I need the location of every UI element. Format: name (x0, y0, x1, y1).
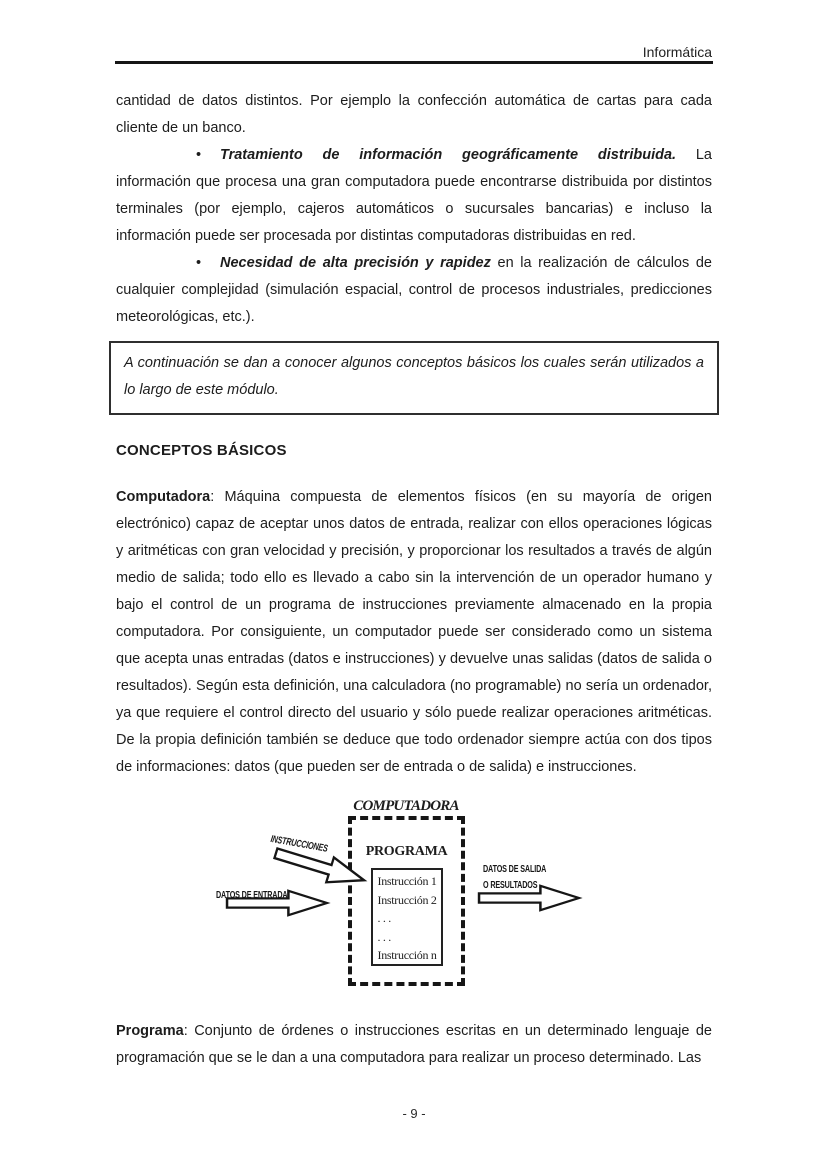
definition-text: : Máquina compuesta de elementos físicos (en su mayoría de origen electrónico) capaz de aceptar unos datos de entrada, realizar con ellos operaciones lógicas y aritméticas con gran velocidad y precisión, y proporcionar los resultados a través de algún medio de salida; todo ello es llevado a cabo sin la intervención de un operador humano y bajo el control de un programa de instrucciones previamente almacenado en la propia computadora. Por consiguiente, un computador puede ser considerado como un sistema que acepta unas entradas (datos e instrucciones) y devuelve unas salidas (datos de salida o resultados). Según esta definición, una calculadora (no programable) no sería un ordenador, ya que requiere el control directo del usuario y sólo puede realizar operaciones aritméticas. De la propia definición también se deduce que todo ordenador siempre actúa con dos tipos de informaciones: datos (que pueden ser de entrada o de salida) e instrucciones. (116, 489, 712, 775)
intro-paragraph: cantidad de datos distintos. Por ejemplo la confección automática de cartas para cada cliente de un banco. (116, 93, 712, 136)
section-heading: CONCEPTOS BÁSICOS (116, 442, 287, 459)
bullet-marker: • (196, 255, 202, 271)
definition-text: : Conjunto de órdenes o instrucciones escritas en un determinado lenguaje de programación que se le dan a una computadora para realizar un proceso determinado. Las (116, 1023, 712, 1066)
bullet-marker: • (196, 147, 202, 163)
data-input-arrow-icon (226, 889, 330, 917)
note-box-text: A continuación se dan a conocer algunos conceptos básicos los cuales serán utilizados a lo largo de este módulo. (124, 355, 704, 398)
definition-term: Programa (116, 1023, 184, 1039)
bullet-item-precision-speed (116, 250, 712, 331)
definition-programa (116, 1018, 712, 1072)
program-box (371, 868, 443, 966)
definition-computadora (116, 484, 712, 781)
note-box (109, 341, 719, 415)
instructions-label: INSTRUCCIONES (269, 833, 329, 855)
data-output-arrow-icon (478, 884, 582, 912)
page-content (116, 88, 712, 1072)
diagram-title: COMPUTADORA (353, 798, 459, 814)
header-title: Informática (642, 44, 712, 60)
bullet-lead: Necesidad de alta precisión y rapidez (220, 255, 491, 271)
program-item: . . . (377, 911, 392, 925)
page-number: - 9 - (402, 1106, 426, 1121)
bullet-lead: Tratamiento de información geográficamente distribuida. (220, 147, 677, 163)
program-item: . . . (377, 929, 392, 944)
bullet-text: en la realización de cálculos de cualquier complejidad (simulación espacial, control de procesos industriales, predicciones meteorológicas, etc.). (116, 255, 712, 325)
bullet-item-distributed-info (116, 142, 712, 250)
bullet-text: La información que procesa una gran computadora puede encontrarse distribuida por distintos terminales (por ejemplo, cajeros automáticos o sucursales bancarias) e incluso la información puede ser procesada por distintas computadoras distribuidas en red. (116, 147, 712, 244)
program-item: Instrucción 2 (377, 892, 437, 907)
program-item: Instrucción n (377, 948, 437, 962)
computer-dashed-box (348, 816, 465, 986)
program-item: Instrucción 1 (377, 874, 437, 888)
program-title: PROGRAMA (365, 844, 448, 859)
header-rule-divider (115, 61, 713, 64)
definition-term: Computadora (116, 489, 211, 505)
data-output-label-line1: DATOS DE SALIDA (483, 864, 547, 875)
data-output-label-line2: O RESULTADOS (483, 880, 538, 891)
data-input-label: DATOS DE ENTRADA (216, 890, 288, 901)
computer-diagram (116, 793, 712, 998)
